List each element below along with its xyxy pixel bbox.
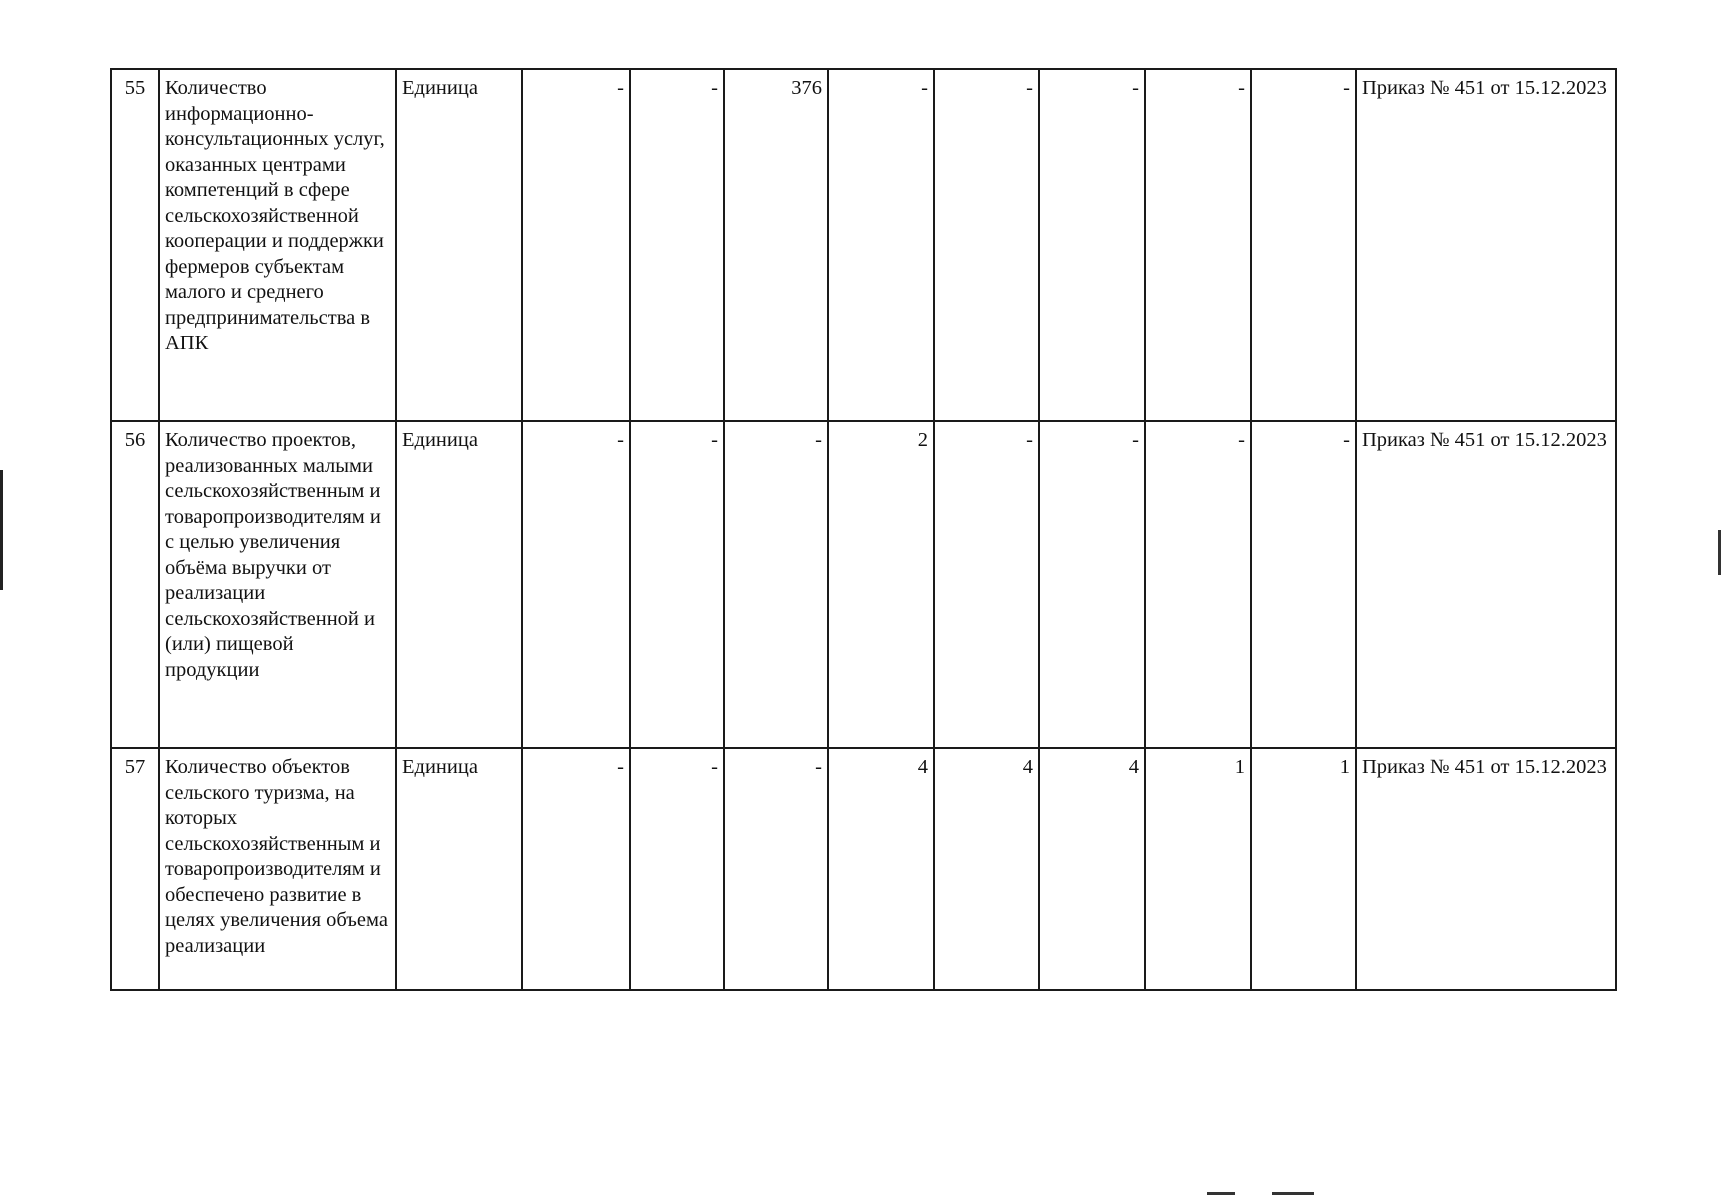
row-number: 55 — [111, 69, 159, 421]
order-reference: Приказ № 451 от 15.12.2023 — [1356, 421, 1616, 748]
order-reference: Приказ № 451 от 15.12.2023 — [1356, 69, 1616, 421]
value-cell: - — [630, 69, 724, 421]
order-reference: Приказ № 451 от 15.12.2023 — [1356, 748, 1616, 990]
indicator-name: Количество информационно-консультационных услуг, оказанных центрами компетенций в сфере сельскохозяйственной кооперации и поддержки фермеров субъектам малого и среднего предпринимательства в АПК — [159, 69, 396, 421]
unit-cell: Единица — [396, 421, 522, 748]
value-cell: 376 — [724, 69, 828, 421]
value-cell: 4 — [934, 748, 1039, 990]
value-cell: - — [1039, 69, 1145, 421]
value-cell: - — [1039, 421, 1145, 748]
indicator-name: Количество объектов сельского туризма, на которых сельскохозяйственным и товаропроизводителям и обеспечено развитие в целях увеличения объема реализации — [159, 748, 396, 990]
indicators-table — [110, 68, 1617, 991]
value-cell: - — [724, 421, 828, 748]
value-cell: - — [630, 748, 724, 990]
value-cell: - — [724, 748, 828, 990]
scan-edge-mark — [1718, 530, 1721, 575]
scan-edge-mark — [1272, 1192, 1314, 1195]
row-number: 57 — [111, 748, 159, 990]
row-number: 56 — [111, 421, 159, 748]
value-cell: - — [1251, 421, 1356, 748]
value-cell: - — [934, 69, 1039, 421]
scan-edge-mark — [1207, 1192, 1235, 1195]
indicator-name: Количество проектов, реализованных малыми сельскохозяйственным и товаропроизводителям и с целью увеличения объёма выручки от реализации сельскохозяйственной и (или) пищевой продукции — [159, 421, 396, 748]
value-cell: 1 — [1145, 748, 1251, 990]
value-cell: 4 — [1039, 748, 1145, 990]
table-row — [111, 69, 1616, 421]
value-cell: - — [522, 421, 630, 748]
value-cell: - — [1145, 421, 1251, 748]
value-cell: - — [1145, 69, 1251, 421]
value-cell: - — [828, 69, 934, 421]
table-row — [111, 748, 1616, 990]
value-cell: - — [522, 748, 630, 990]
value-cell: 2 — [828, 421, 934, 748]
unit-cell: Единица — [396, 748, 522, 990]
value-cell: - — [1251, 69, 1356, 421]
unit-cell: Единица — [396, 69, 522, 421]
table-row — [111, 421, 1616, 748]
value-cell: - — [630, 421, 724, 748]
value-cell: - — [522, 69, 630, 421]
scan-edge-mark — [0, 470, 3, 590]
value-cell: - — [934, 421, 1039, 748]
value-cell: 4 — [828, 748, 934, 990]
value-cell: 1 — [1251, 748, 1356, 990]
